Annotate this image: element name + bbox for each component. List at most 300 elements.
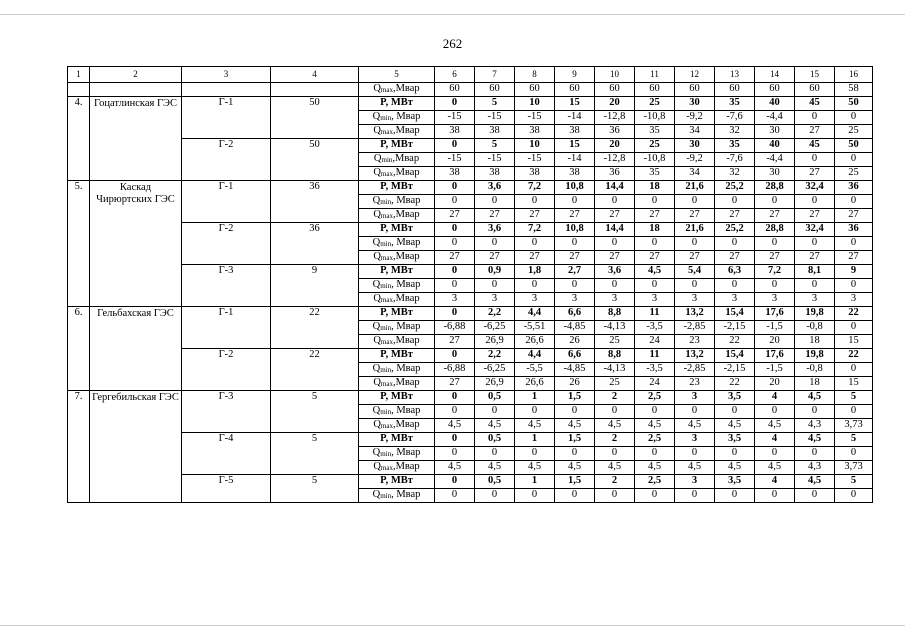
value-cell: 36 [595, 125, 635, 139]
parameter-symbol: P [380, 181, 386, 193]
value-cell: 27 [515, 251, 555, 265]
parameter-subscript: min [380, 198, 392, 207]
value-cell: 0 [795, 279, 835, 293]
value-cell: 1,5 [555, 433, 595, 447]
value-cell: 27 [835, 251, 873, 265]
value-cell: 4,5 [515, 419, 555, 433]
value-cell: 4,5 [435, 419, 475, 433]
value-cell: 38 [515, 125, 555, 139]
value-cell: 60 [635, 83, 675, 97]
parameter-label [359, 391, 435, 405]
value-cell: 0 [555, 447, 595, 461]
value-cell: 27 [675, 209, 715, 223]
column-number: 11 [635, 67, 675, 83]
generator-id: Г-1 [182, 181, 271, 223]
value-cell: 24 [635, 377, 675, 391]
value-cell: 0 [795, 447, 835, 461]
column-number: 1 [68, 67, 90, 83]
value-cell: 38 [475, 167, 515, 181]
plant-number: 5. [68, 181, 90, 307]
value-cell: 0 [835, 489, 873, 503]
value-cell: -10,8 [635, 153, 675, 167]
value-cell: 3 [755, 293, 795, 307]
value-cell: 3 [435, 293, 475, 307]
parameter-symbol: Q [372, 237, 381, 249]
value-cell: 0 [795, 489, 835, 503]
value-cell: 20 [755, 335, 795, 349]
generator-id: Г-5 [182, 475, 271, 503]
plant-number: 4. [68, 97, 90, 181]
value-cell: 2,5 [635, 433, 675, 447]
value-cell: 13,2 [675, 349, 715, 363]
value-cell: 25 [835, 167, 873, 181]
value-cell: 14,4 [595, 181, 635, 195]
value-cell: 0 [835, 447, 873, 461]
value-cell: 3,73 [835, 419, 873, 433]
parameter-label [359, 237, 435, 251]
table-row [68, 97, 873, 111]
value-cell: 0 [635, 405, 675, 419]
value-cell: 4,5 [555, 461, 595, 475]
parameter-unit: , Мвар [391, 405, 421, 417]
parameter-symbol: Q [373, 377, 381, 389]
value-cell: 27 [515, 209, 555, 223]
value-cell: 3 [675, 391, 715, 405]
value-cell: 0 [555, 405, 595, 419]
parameter-subscript: max [380, 422, 393, 431]
value-cell: 1 [515, 475, 555, 489]
value-cell: 38 [555, 167, 595, 181]
plant-name: Гоцатлинская ГЭС [90, 97, 182, 181]
value-cell: -15 [435, 153, 475, 167]
value-cell: 3 [835, 293, 873, 307]
value-cell: 21,6 [675, 181, 715, 195]
carry-over-row [68, 83, 873, 97]
parameter-unit: ,Мвар [392, 419, 420, 431]
value-cell: 0 [795, 237, 835, 251]
value-cell: 17,6 [755, 349, 795, 363]
value-cell: 22 [715, 335, 755, 349]
value-cell: 18 [795, 377, 835, 391]
column-number: 3 [182, 67, 271, 83]
value-cell: 4,3 [795, 461, 835, 475]
value-cell: 60 [595, 83, 635, 97]
parameter-label [359, 251, 435, 265]
value-cell: 60 [795, 83, 835, 97]
value-cell: 0 [555, 489, 595, 503]
value-cell: 2 [595, 391, 635, 405]
value-cell: 1,5 [555, 475, 595, 489]
value-cell: 8,1 [795, 265, 835, 279]
empty-cell [182, 83, 271, 97]
value-cell: 30 [675, 97, 715, 111]
column-number: 4 [271, 67, 359, 83]
column-number: 2 [90, 67, 182, 83]
parameter-unit: , Мвар [391, 195, 421, 207]
column-number: 10 [595, 67, 635, 83]
generator-id: Г-1 [182, 307, 271, 349]
value-cell: 5 [475, 97, 515, 111]
value-cell: 0 [675, 489, 715, 503]
value-cell: 32,4 [795, 223, 835, 237]
generator-id: Г-3 [182, 391, 271, 433]
value-cell: 0 [595, 237, 635, 251]
value-cell: 25 [595, 335, 635, 349]
value-cell: 2,7 [555, 265, 595, 279]
value-cell: -4,4 [755, 153, 795, 167]
value-cell: 2 [595, 475, 635, 489]
value-cell: 10,8 [555, 181, 595, 195]
value-cell: 38 [435, 125, 475, 139]
parameter-unit: , МВт [385, 139, 413, 151]
parameter-label [359, 265, 435, 279]
value-cell: 4,5 [635, 461, 675, 475]
value-cell: 28,8 [755, 181, 795, 195]
value-cell: -3,5 [635, 321, 675, 335]
value-cell: 25,2 [715, 223, 755, 237]
value-cell: 27 [635, 251, 675, 265]
parameter-symbol: Q [373, 335, 381, 347]
value-cell: 27 [595, 251, 635, 265]
generator-id: Г-1 [182, 97, 271, 139]
value-cell: -7,6 [715, 153, 755, 167]
parameter-unit: ,Мвар [392, 293, 420, 305]
rated-power: 9 [271, 265, 359, 307]
value-cell: 4,4 [515, 307, 555, 321]
value-cell: 27 [795, 209, 835, 223]
value-cell: 5 [835, 475, 873, 489]
parameter-symbol: Q [372, 111, 381, 123]
value-cell: -14 [555, 153, 595, 167]
value-cell: 22 [835, 349, 873, 363]
value-cell: 32 [715, 167, 755, 181]
value-cell: 27 [555, 209, 595, 223]
parameter-subscript: min [380, 450, 392, 459]
value-cell: 27 [435, 251, 475, 265]
value-cell: 4,5 [435, 461, 475, 475]
parameter-symbol: Q [372, 363, 381, 375]
parameter-unit: , Мвар [391, 447, 421, 459]
value-cell: 19,8 [795, 307, 835, 321]
value-cell: -0,8 [795, 363, 835, 377]
value-cell: 4,5 [675, 419, 715, 433]
value-cell: 11 [635, 349, 675, 363]
parameter-symbol: Q [372, 279, 381, 291]
value-cell: 0 [595, 489, 635, 503]
value-cell: 3,6 [475, 223, 515, 237]
value-cell: 38 [555, 125, 595, 139]
value-cell: 0 [435, 489, 475, 503]
value-cell: 0 [755, 195, 795, 209]
value-cell: 0 [555, 279, 595, 293]
parameter-label [359, 377, 435, 391]
value-cell: 0 [475, 195, 515, 209]
value-cell: 0 [675, 447, 715, 461]
value-cell: 20 [595, 139, 635, 153]
value-cell: 25 [635, 139, 675, 153]
value-cell: 2 [595, 433, 635, 447]
value-cell: -5,51 [515, 321, 555, 335]
value-cell: 0 [635, 237, 675, 251]
value-cell: 3,5 [715, 433, 755, 447]
value-cell: 27 [795, 125, 835, 139]
value-cell: 0 [555, 195, 595, 209]
value-cell: -7,6 [715, 111, 755, 125]
value-cell: 0 [795, 405, 835, 419]
value-cell: 15,4 [715, 307, 755, 321]
parameter-unit: , МВт [385, 181, 413, 193]
value-cell: 0 [635, 279, 675, 293]
value-cell: -15 [515, 111, 555, 125]
value-cell: 27 [675, 251, 715, 265]
rated-power: 5 [271, 433, 359, 475]
value-cell: -10,8 [635, 111, 675, 125]
value-cell: 9 [835, 265, 873, 279]
value-cell: 4,5 [715, 419, 755, 433]
value-cell: -15 [515, 153, 555, 167]
value-cell: 0 [515, 237, 555, 251]
parameter-subscript: max [380, 212, 393, 221]
table-row [68, 265, 873, 279]
parameter-symbol: Q [373, 419, 381, 431]
value-cell: 0 [515, 489, 555, 503]
value-cell: 0 [835, 237, 873, 251]
value-cell: 0 [435, 195, 475, 209]
value-cell: 27 [435, 209, 475, 223]
rated-power: 36 [271, 223, 359, 265]
value-cell: 0 [715, 279, 755, 293]
value-cell: 0 [675, 195, 715, 209]
value-cell: 0 [475, 279, 515, 293]
value-cell: 32 [715, 125, 755, 139]
parameter-unit: , МВт [385, 265, 413, 277]
parameter-label [359, 461, 435, 475]
parameter-unit: , МВт [385, 391, 413, 403]
value-cell: 0 [715, 489, 755, 503]
value-cell: -15 [475, 111, 515, 125]
parameter-label [359, 475, 435, 489]
value-cell: 27 [435, 377, 475, 391]
value-cell: 4,5 [795, 433, 835, 447]
value-cell: 0,5 [475, 433, 515, 447]
value-cell: 4,5 [675, 461, 715, 475]
value-cell: 27 [635, 209, 675, 223]
parameter-symbol: P [380, 475, 386, 487]
value-cell: 4,4 [515, 349, 555, 363]
parameter-label [359, 209, 435, 223]
value-cell: 0 [515, 279, 555, 293]
plant-number: 7. [68, 391, 90, 503]
value-cell: 4,5 [635, 265, 675, 279]
value-cell: 10 [515, 97, 555, 111]
parameter-symbol: Q [373, 83, 381, 95]
parameter-unit: ,Мвар [392, 153, 420, 165]
value-cell: 3 [675, 293, 715, 307]
value-cell: 26,6 [515, 335, 555, 349]
value-cell: 24 [635, 335, 675, 349]
rated-power: 50 [271, 139, 359, 181]
parameter-symbol: Q [372, 447, 381, 459]
value-cell: 3 [515, 293, 555, 307]
parameter-symbol: P [380, 391, 386, 403]
generator-id: Г-4 [182, 433, 271, 475]
value-cell: -2,15 [715, 321, 755, 335]
parameter-symbol: Q [373, 461, 381, 473]
parameter-symbol: P [380, 97, 386, 109]
value-cell: 58 [835, 83, 873, 97]
parameter-unit: ,Мвар [392, 377, 420, 389]
value-cell: 3 [675, 475, 715, 489]
value-cell: 4,5 [515, 461, 555, 475]
parameter-unit: , МВт [385, 307, 413, 319]
parameter-unit: ,Мвар [392, 167, 420, 179]
value-cell: 0 [435, 279, 475, 293]
value-cell: 0 [555, 237, 595, 251]
parameter-symbol: Q [373, 293, 381, 305]
parameter-label [359, 307, 435, 321]
value-cell: -6,25 [475, 363, 515, 377]
value-cell: 32,4 [795, 181, 835, 195]
value-cell: 3 [715, 293, 755, 307]
value-cell: 10,8 [555, 223, 595, 237]
plant-name: Гельбахская ГЭС [90, 307, 182, 391]
value-cell: 60 [435, 83, 475, 97]
value-cell: -6,88 [435, 321, 475, 335]
value-cell: 2,2 [475, 307, 515, 321]
value-cell: 0 [475, 237, 515, 251]
value-cell: 0 [715, 237, 755, 251]
parameter-label [359, 167, 435, 181]
value-cell: 0 [835, 279, 873, 293]
value-cell: 0 [435, 265, 475, 279]
parameter-label [359, 111, 435, 125]
value-cell: 0 [715, 195, 755, 209]
parameter-subscript: min [380, 240, 392, 249]
value-cell: 0 [435, 405, 475, 419]
parameter-label [359, 349, 435, 363]
value-cell: 0 [475, 405, 515, 419]
column-number: 7 [475, 67, 515, 83]
value-cell: 0 [595, 279, 635, 293]
parameter-unit: ,Мвар [392, 461, 420, 473]
parameter-label [359, 279, 435, 293]
value-cell: 18 [635, 181, 675, 195]
value-cell: 0 [595, 405, 635, 419]
parameter-subscript: max [380, 338, 393, 347]
generator-id: Г-3 [182, 265, 271, 307]
value-cell: 4,3 [795, 419, 835, 433]
value-cell: 4 [755, 391, 795, 405]
value-cell: 5 [835, 391, 873, 405]
value-cell: 35 [715, 97, 755, 111]
value-cell: 22 [715, 377, 755, 391]
value-cell: 4,5 [755, 461, 795, 475]
value-cell: 4 [755, 433, 795, 447]
parameter-label [359, 447, 435, 461]
value-cell: 3 [675, 433, 715, 447]
parameter-label [359, 97, 435, 111]
value-cell: 0 [795, 195, 835, 209]
value-cell: -4,13 [595, 363, 635, 377]
value-cell: 0 [475, 489, 515, 503]
value-cell: 23 [675, 377, 715, 391]
value-cell: 28,8 [755, 223, 795, 237]
value-cell: 13,2 [675, 307, 715, 321]
value-cell: -4,4 [755, 111, 795, 125]
value-cell: 2,2 [475, 349, 515, 363]
value-cell: 34 [675, 125, 715, 139]
value-cell: 0 [435, 475, 475, 489]
column-number: 13 [715, 67, 755, 83]
parameter-symbol: Q [373, 167, 381, 179]
value-cell: -15 [435, 111, 475, 125]
value-cell: 50 [835, 139, 873, 153]
value-cell: 3,6 [595, 265, 635, 279]
scan-edge-top [0, 14, 905, 15]
generator-id: Г-2 [182, 349, 271, 391]
value-cell: 2,5 [635, 475, 675, 489]
parameter-subscript: min [380, 324, 392, 333]
value-cell: 17,6 [755, 307, 795, 321]
value-cell: 27 [715, 251, 755, 265]
rated-power: 5 [271, 391, 359, 433]
value-cell: 26,9 [475, 335, 515, 349]
value-cell: 0 [675, 237, 715, 251]
value-cell: 1,8 [515, 265, 555, 279]
value-cell: 0 [835, 111, 873, 125]
value-cell: 8,8 [595, 349, 635, 363]
value-cell: 0 [435, 391, 475, 405]
value-cell: -1,5 [755, 363, 795, 377]
value-cell: 1 [515, 433, 555, 447]
value-cell: 0 [435, 97, 475, 111]
parameter-unit: ,Мвар [392, 335, 420, 347]
value-cell: 0 [435, 433, 475, 447]
value-cell: 4,5 [795, 391, 835, 405]
value-cell: 4,5 [555, 419, 595, 433]
parameter-symbol: Q [373, 251, 381, 263]
parameter-label [359, 433, 435, 447]
parameter-subscript: min [380, 408, 392, 417]
value-cell: 3 [635, 293, 675, 307]
parameter-label [359, 181, 435, 195]
table-row [68, 223, 873, 237]
value-cell: -15 [475, 153, 515, 167]
value-cell: 4 [755, 475, 795, 489]
parameter-subscript: min [381, 156, 393, 165]
value-cell: 0,5 [475, 391, 515, 405]
value-cell: 3 [475, 293, 515, 307]
column-number: 14 [755, 67, 795, 83]
page-number: 262 [442, 36, 463, 51]
value-cell: 4,5 [715, 461, 755, 475]
empty-cell [68, 83, 90, 97]
value-cell: -5,5 [515, 363, 555, 377]
generator-id: Г-2 [182, 223, 271, 265]
parameter-unit: ,Мвар [392, 83, 420, 95]
value-cell: 27 [435, 335, 475, 349]
value-cell: 7,2 [515, 181, 555, 195]
value-cell: 35 [635, 125, 675, 139]
parameter-label [359, 321, 435, 335]
table-row [68, 181, 873, 195]
value-cell: 15 [835, 377, 873, 391]
table-row [68, 475, 873, 489]
parameter-symbol: Q [372, 405, 381, 417]
value-cell: 45 [795, 97, 835, 111]
value-cell: 0 [755, 489, 795, 503]
column-number: 15 [795, 67, 835, 83]
